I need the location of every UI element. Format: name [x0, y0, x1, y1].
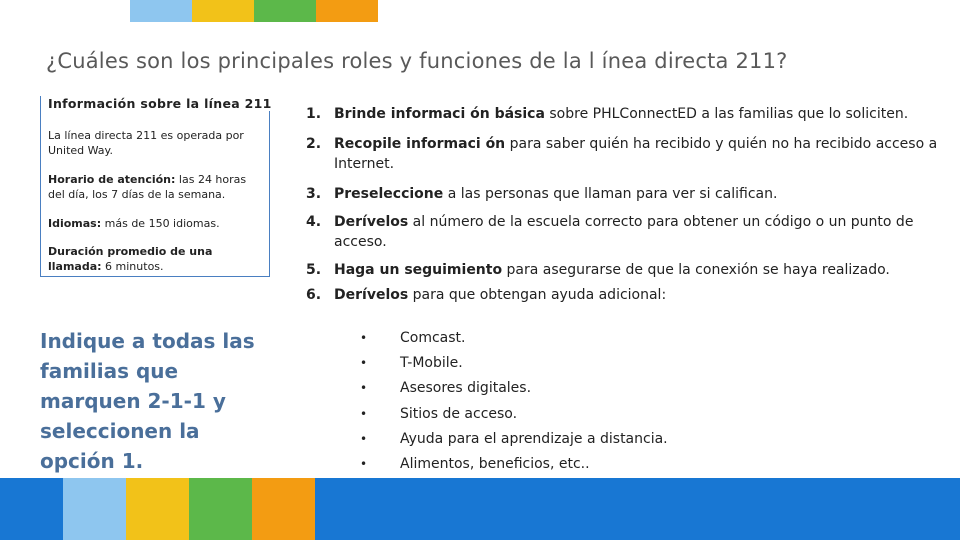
role-number: 4.: [306, 214, 322, 230]
bottom-bar-yellow: [126, 478, 189, 540]
role-number: 2.: [306, 136, 322, 152]
info-hours-value: las 24 horas del día, los 7 días de la semana.: [48, 173, 247, 201]
bullet-icon: •: [360, 381, 368, 396]
bottom-color-bar: [0, 478, 960, 540]
role-item-4: [306, 212, 946, 252]
bullet-icon: •: [360, 331, 368, 345]
bottom-bar-green: [189, 478, 252, 540]
info-duration: [48, 244, 262, 274]
info-operated: La línea directa 211 es operada por United Way.: [48, 129, 244, 157]
callout-text: Indique a todas las familias que marquen 2-1-1 y seleccionen la opción 1.: [40, 329, 255, 473]
bottom-bar-blue-right: [315, 478, 960, 540]
top-bar-yellow: [192, 0, 254, 22]
role-rest: para saber quién ha recibido y quién no ha recibido acceso a Internet.: [334, 136, 938, 172]
sub-item-label: T-Mobile.: [400, 355, 463, 372]
bottom-bar-orange: [252, 478, 315, 540]
role-number: 1.: [306, 106, 322, 122]
top-bar-orange: [316, 0, 378, 22]
info-heading: Información sobre la línea 211: [48, 96, 276, 111]
slide-title: ¿Cuáles son los principales roles y funciones de la l ínea directa 211?: [46, 49, 788, 73]
info-languages: [48, 216, 262, 231]
bullet-icon: •: [360, 431, 368, 446]
role-number: 3.: [306, 186, 322, 202]
role-strong: Brinde informaci ón básica: [334, 106, 545, 122]
role-item-2: [306, 134, 946, 174]
role-item-6: [306, 285, 946, 305]
info-duration-label: Duración promedio de una llamada:: [48, 245, 213, 273]
sub-item-label: Alimentos, beneficios, etc..: [400, 455, 590, 472]
role-rest: para que obtengan ayuda adicional:: [408, 287, 667, 303]
sub-item-label: Comcast.: [400, 330, 466, 346]
roles-list: [306, 104, 946, 305]
top-color-bar: [130, 0, 378, 22]
bottom-bar-blue-left: [0, 478, 63, 540]
role-rest: al número de la escuela correcto para obtener un código o un punto de acceso.: [334, 214, 914, 250]
role-strong: Derívelos: [334, 214, 409, 230]
role-rest: a las personas que llaman para ver si califican.: [443, 186, 778, 202]
sub-item-label: Ayuda para el aprendizaje a distancia.: [400, 430, 668, 447]
bullet-icon: •: [360, 406, 368, 421]
role-item-5: [306, 260, 946, 280]
info-languages-label: Idiomas:: [48, 217, 102, 230]
bullet-icon: •: [360, 356, 368, 371]
role-strong: Preseleccione: [334, 186, 444, 202]
role-number: 5.: [306, 262, 322, 278]
sub-item-label: Sitios de acceso.: [400, 405, 518, 422]
role-item-1: [306, 104, 946, 124]
bottom-bar-light-blue: [63, 478, 126, 540]
bullet-icon: •: [360, 456, 368, 471]
role-rest: para asegurarse de que la conexión se haya realizado.: [502, 262, 890, 278]
info-languages-value: más de 150 idiomas.: [101, 217, 220, 230]
role-strong: Recopile informaci ón: [334, 136, 506, 152]
top-bar-light-blue: [130, 0, 192, 22]
role-rest: sobre PHLConnectED a las familias que lo soliciten.: [544, 106, 909, 122]
sub-item-label: Asesores digitales.: [400, 380, 532, 397]
info-hours-label: Horario de atención:: [48, 173, 176, 186]
info-hours: [48, 172, 262, 202]
info-duration-value: 6 minutos.: [101, 260, 164, 273]
top-bar-green: [254, 0, 316, 22]
role-number: 6.: [306, 287, 322, 303]
role-item-3: [306, 184, 946, 204]
role-strong: Haga un seguimiento: [334, 262, 503, 278]
role-strong: Derívelos: [334, 287, 409, 303]
